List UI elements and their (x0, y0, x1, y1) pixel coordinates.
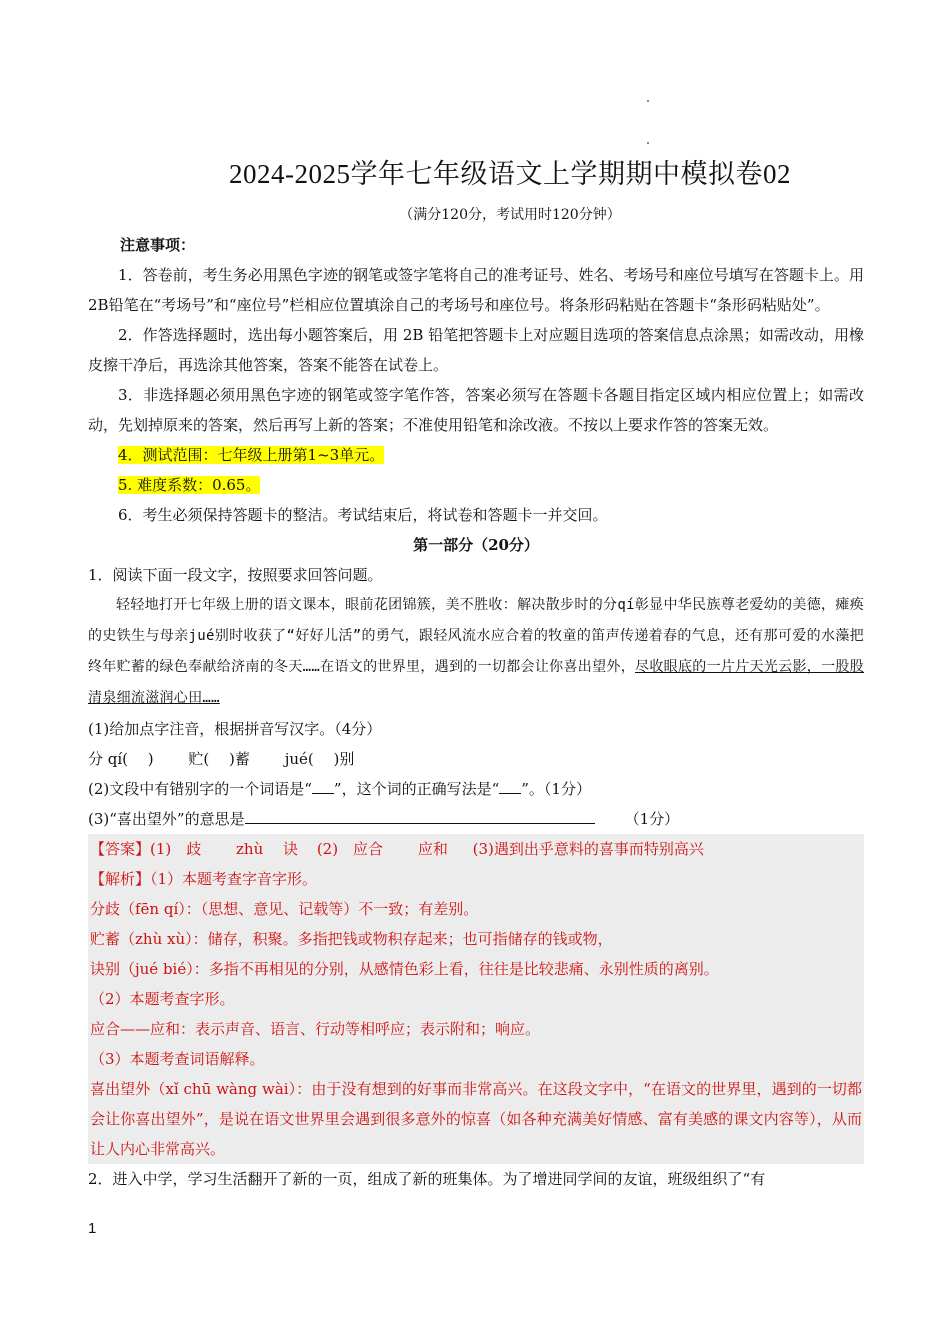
blank-juebie: jué( )别 (284, 750, 355, 768)
answer-part: 应和 (417, 840, 448, 858)
analysis-line: 贮蓄（zhù xù）：储存，积聚。多指把钱或物积存起来；也可指储存的钱或物， (90, 930, 613, 948)
analysis-line: 诀别（jué bié）：多指不再相见的分别，从感情色彩上看，往往是比较悲痛、永别性质的离别。 (90, 960, 719, 978)
answer-line (90, 834, 862, 864)
sub3-part-a: (3)“喜出望外”的意思是 (88, 810, 245, 828)
notice-item-1: 1．答卷前，考生务必用黑色字迹的钢笔或签字笔将自己的准考证号、姓名、考场号和座位号填写在答题卡上。用2B铅笔在“考场号”和“座位号”栏相应位置填涂自己的考场号和座位号。将条形码粘贴在答题卡“条形码粘贴处”。 (88, 266, 864, 314)
analysis-line: 【解析】（1）本题考查字音字形。 (90, 870, 318, 888)
answer-part: (2) 应合 (316, 840, 384, 858)
analysis-line: （3）本题考查词语解释。 (90, 1050, 265, 1068)
q1-sub1-blanks (88, 744, 864, 774)
notice-item-4 (88, 440, 864, 470)
analysis-line: 分歧（fēn qí）：（思想、意见、记载等）不一致；有差别。 (90, 900, 479, 918)
blank-fenqi: 分 qí( ) (88, 750, 154, 768)
page-number: 1 (88, 1220, 97, 1237)
answer-blank (245, 809, 595, 824)
passage-underlined: 尽收眼底的一片片天光云影，一股股清泉细流滋润心田…… (88, 659, 864, 706)
notice-section (88, 230, 864, 1194)
notice-item-5 (88, 470, 864, 500)
answer-part: zhù 诀 (236, 840, 299, 858)
q2-stem: 2．进入中学，学习生活翻开了新的一页，组成了新的班集体。为了增进同学间的友谊，班级组织了“有 (88, 1170, 766, 1188)
passage-main: 轻轻地打开七年级上册的语文课本，眼前花团锦簇，美不胜收：解决散步时的分qí彰显中华民族尊老爱幼的美德，瘫痪的史铁生与母亲jué别时收获了“好好儿活”的勇气，跟轻风流水应合着的牧童的笛声传递着春的气息，还有那可爱的水藻把终年贮蓄的绿色奉献给济南的冬天……在语文的世界里，遇到的一切都会让你喜出望外， (88, 597, 864, 675)
sub3-part-b: （1分） (624, 810, 680, 828)
q1-passage (88, 590, 864, 714)
subtitle: （满分120分，考试用时120分钟） (399, 207, 621, 223)
notice-item-6: 6．考生必须保持答题卡的整洁。考试结束后，将试卷和答题卡一并交回。 (118, 506, 608, 524)
notice-heading: 注意事项： (120, 236, 196, 254)
sub2-part-c: ”。（1分） (521, 780, 591, 798)
q1-sub3 (88, 804, 864, 834)
notice-item-3: 3．非选择题必须用黑色字迹的钢笔或签字笔作答，答案必须写在答题卡各题目指定区域内相应位置上；如需改动，先划掉原来的答案，然后再写上新的答案；不准使用铅笔和涂改液。不按以上要求作答的答案无效。 (88, 386, 864, 434)
answer-part: (3)遇到出乎意料的喜事而特别高兴 (472, 840, 704, 858)
sub2-part-a: (2)文段中有错别字的一个词语是“ (88, 780, 312, 798)
answer-blank (312, 779, 334, 794)
notice-item-2: 2．作答选择题时，选出每小题答案后，用 2B 铅笔把答题卡上对应题目选项的答案信息点涂黑；如需改动，用橡皮擦干净后，再选涂其他答案，答案不能答在试卷上。 (88, 326, 864, 374)
q1-sub2 (88, 774, 864, 804)
analysis-line: 应合——应和：表示声音、语言、行动等相呼应；表示附和；响应。 (90, 1020, 541, 1038)
sub2-part-b: ”，这个词的正确写法是“ (333, 780, 500, 798)
answer-part: 【答案】(1) 歧 (90, 840, 202, 858)
scan-dot (647, 142, 649, 144)
page-title: 2024-2025学年七年级语文上学期期中模拟卷02 (229, 159, 791, 189)
notice-item-4-text: 4．测试范围：七年级上册第1~3单元。 (118, 446, 385, 464)
analysis-line: 喜出望外（xǐ chū wàng wài）：由于没有想到的好事而非常高兴。在这段文字中，“在语文的世界里，遇到的一切都会让你喜出望外”，是说在语文世界里会遇到很多意外的惊喜（如各种充满美好情感、富有美感的课文内容等），从而让人内心非常高兴。 (90, 1080, 862, 1158)
answer-blank (499, 779, 521, 794)
section-heading: 第一部分（20分） (413, 536, 539, 554)
q1-stem: 1．阅读下面一段文字，按照要求回答问题。 (88, 566, 383, 584)
answer-box (88, 834, 864, 1164)
scan-dot (647, 100, 649, 102)
q1-sub1: (1)给加点字注音，根据拼音写汉字。（4分） (88, 720, 382, 738)
analysis-line: （2）本题考查字形。 (90, 990, 235, 1008)
blank-zhuxu: 贮( )蓄 (188, 750, 250, 768)
notice-item-5-text: 5. 难度系数：0.65。 (118, 476, 261, 494)
